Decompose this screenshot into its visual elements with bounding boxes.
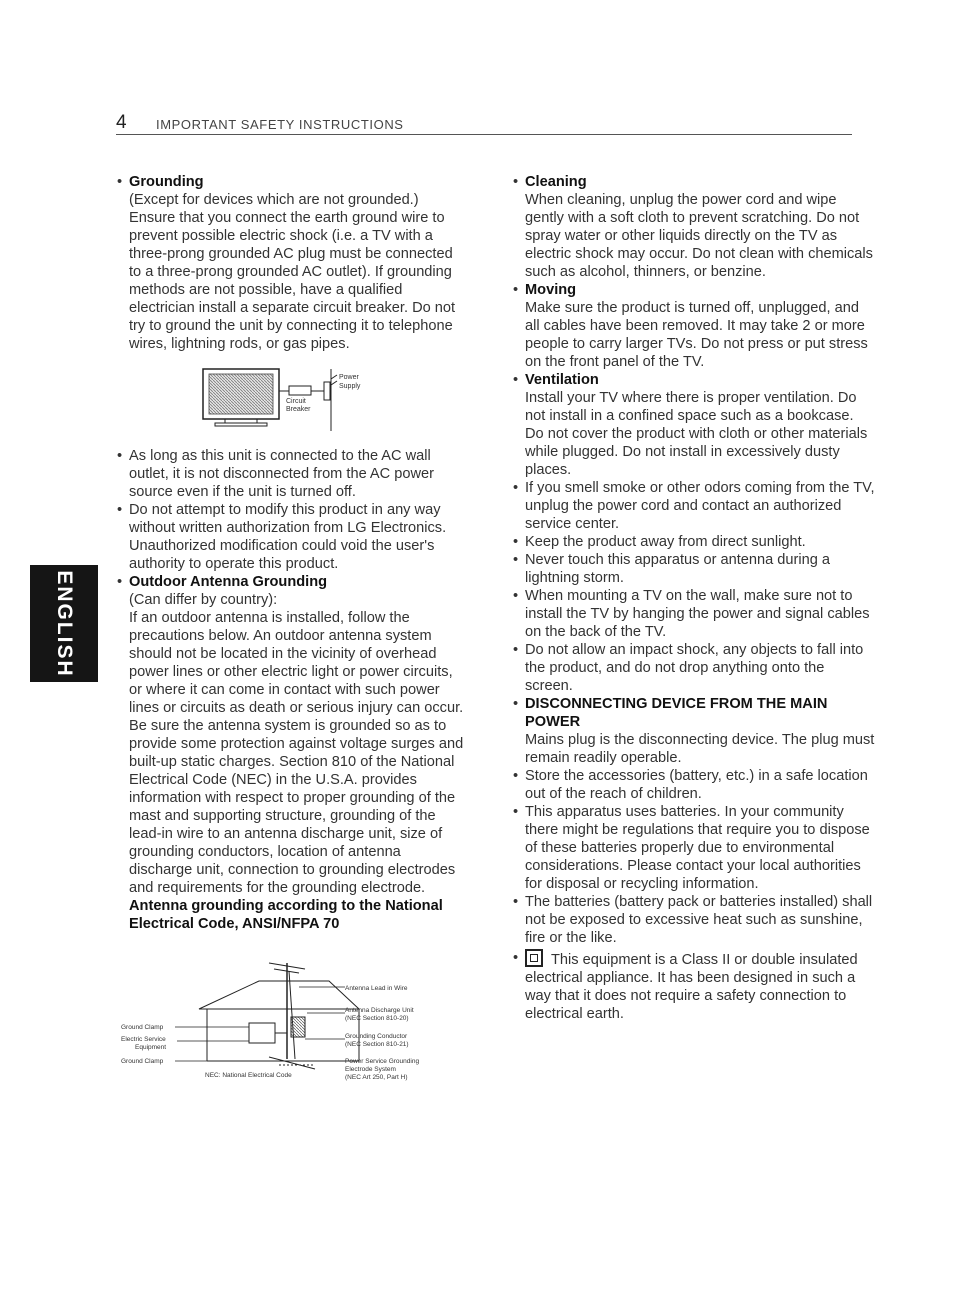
class-ii-text: This equipment is a Class II or double insulated electrical appliance. It has been designed in such a way that it does not require a safety connection to electrical earth.	[525, 952, 858, 1022]
label-power-service-2: Electrode System	[345, 1066, 396, 1073]
label-breaker: Breaker	[286, 406, 311, 413]
label-nec-note: NEC: National Electrical Code	[205, 1072, 292, 1079]
label-circuit: Circuit	[286, 398, 306, 405]
grounding-body: (Except for devices which are not grounded.) Ensure that you connect the earth ground wire to prevent possible electric shock (i.e. a TV with a three-prong grounded AC plug must be connected to a three-prong grounded AC outlet). If grounding methods are not possible, have a qualified electrician install a separate circuit breaker. Do not try to ground the unit by connecting it to telephone wires, lightning rods, or gas pipes.	[129, 192, 456, 352]
cleaning-title: • Cleaning	[525, 174, 587, 190]
grounding-diagram-svg	[189, 365, 389, 435]
antenna-diagram-svg	[119, 961, 449, 1081]
nec-heading: Antenna grounding according to the National Electrical Code, ANSI/NFPA 70	[129, 898, 443, 932]
label-power-service-ref: (NEC Art 250, Part H)	[345, 1074, 408, 1081]
label-grounding-conductor-ref: (NEC Section 810-21)	[345, 1041, 409, 1048]
moving-section	[513, 281, 875, 371]
bullet-impact: • Do not allow an impact shock, any objects to fall into the product, and do not drop anything onto the screen.	[513, 641, 875, 695]
disconnecting-body: Mains plug is the disconnecting device. The plug must remain readily operable.	[525, 732, 875, 766]
grounding-diagram	[189, 365, 389, 435]
bullet-modify: • Do not attempt to modify this product in any way without written authorization from LG Electronics. Unauthorized modification could void the user's authority to operate this product.	[117, 501, 467, 573]
language-tab-label: ENGLISH	[53, 569, 76, 678]
outdoor-antenna-section	[117, 573, 467, 933]
label-ground-clamp-2: Ground Clamp	[121, 1058, 164, 1065]
bullet-connected: • As long as this unit is connected to the AC wall outlet, it is not disconnected from the AC power source even if the unit is turned off.	[117, 447, 467, 501]
label-discharge-ref: (NEC Section 810-20)	[345, 1015, 409, 1022]
cleaning-section	[513, 173, 875, 281]
outdoor-antenna-title: • Outdoor Antenna Grounding	[129, 574, 328, 590]
bullet-sunlight: • Keep the product away from direct sunlight.	[513, 533, 875, 551]
label-ground-clamp-1: Ground Clamp	[121, 1024, 164, 1031]
label-grounding-conductor: Grounding Conductor	[345, 1033, 408, 1040]
house-icon	[199, 981, 359, 1061]
ventilation-title: • Ventilation	[525, 372, 599, 388]
right-column	[513, 173, 875, 1023]
bullet-batteries-dispose: • This apparatus uses batteries. In your community there might be regulations that require you to dispose of these batteries properly due to environmental considerations. Please contact your local authorities for disposal or recycling information.	[513, 803, 875, 893]
callout-lines	[175, 987, 345, 1061]
disconnecting-section	[513, 695, 875, 767]
label-supply: Supply	[339, 383, 361, 390]
label-power-service-1: Power Service Grounding	[345, 1058, 420, 1065]
bullet-wall-mount: • When mounting a TV on the wall, make sure not to install the TV by hanging the power and signal cables on the back of the TV.	[513, 587, 875, 641]
moving-body: Make sure the product is turned off, unplugged, and all cables have been removed. It may take 2 or more people to carry larger TVs. Do not press or put stress on the front panel of the TV.	[525, 300, 868, 370]
bullet-batteries-heat: • The batteries (battery pack or batteries installed) shall not be exposed to excessive heat such as sunshine, fire or the like.	[513, 893, 875, 947]
language-side-tab	[30, 565, 98, 682]
outdoor-antenna-body: If an outdoor antenna is installed, follow the precautions below. An outdoor antenna system should not be located in the vicinity of overhead power lines or other electric light or power circuits, or where it can come in contact with such power lines or circuits as death or serious injury can occur. Be sure the antenna system is grounded so as to provide some protection against voltage surges and built-up static charges. Section 810 of the National Electrical Code (NEC) in the U.S.A. provides information with respect to proper grounding of the mast and supporting structure, grounding of the lead-in wire to an antenna discharge unit, size of grounding conductors, location of antenna discharge unit, connection to grounding electrodes and requirements for the grounding electrode.	[129, 610, 464, 896]
grounding-title: • Grounding	[129, 174, 204, 190]
cleaning-body: When cleaning, unplug the power cord and wipe gently with a soft cloth to prevent scratching. Do not spray water or other liquids directly on the TV as electric shock may occur. Do not clean with chemicals such as alcohol, thinners, or benzine.	[525, 192, 873, 280]
bullet-smoke: • If you smell smoke or other odors coming from the TV, unplug the power cord and contact an authorized service center.	[513, 479, 875, 533]
label-power: Power	[339, 374, 359, 381]
section-title: IMPORTANT SAFETY INSTRUCTIONS	[156, 117, 404, 132]
tv-icon	[203, 369, 279, 426]
label-electric-service-2: Equipment	[135, 1044, 167, 1051]
outdoor-antenna-subtitle: (Can differ by country):	[129, 592, 278, 608]
moving-title: • Moving	[525, 282, 577, 298]
page-number: 4	[116, 112, 127, 133]
bullet-lightning: • Never touch this apparatus or antenna during a lightning storm.	[513, 551, 875, 587]
label-lead-in-wire: Antenna Lead in Wire	[345, 985, 408, 992]
class-ii-icon	[525, 949, 543, 967]
label-electric-service-1: Electric Service	[121, 1036, 166, 1043]
antenna-grounding-diagram	[119, 961, 449, 1081]
page-header	[116, 112, 852, 135]
ventilation-body: Install your TV where there is proper ventilation. Do not install in a confined space such as a bookcase. Do not cover the product with cloth or other materials while plugged. Do not install in excessively dusty places.	[525, 390, 868, 478]
ventilation-section	[513, 371, 875, 479]
antenna-icon	[249, 963, 315, 1069]
bullet-accessories: • Store the accessories (battery, etc.) in a safe location out of the reach of children.	[513, 767, 875, 803]
left-column	[117, 173, 467, 1081]
label-discharge-unit: Antenna Discharge Unit	[345, 1007, 414, 1014]
grounding-section	[117, 173, 467, 353]
class-ii-section	[513, 949, 875, 1023]
disconnecting-title: • DISCONNECTING DEVICE FROM THE MAIN POWER	[525, 696, 828, 730]
